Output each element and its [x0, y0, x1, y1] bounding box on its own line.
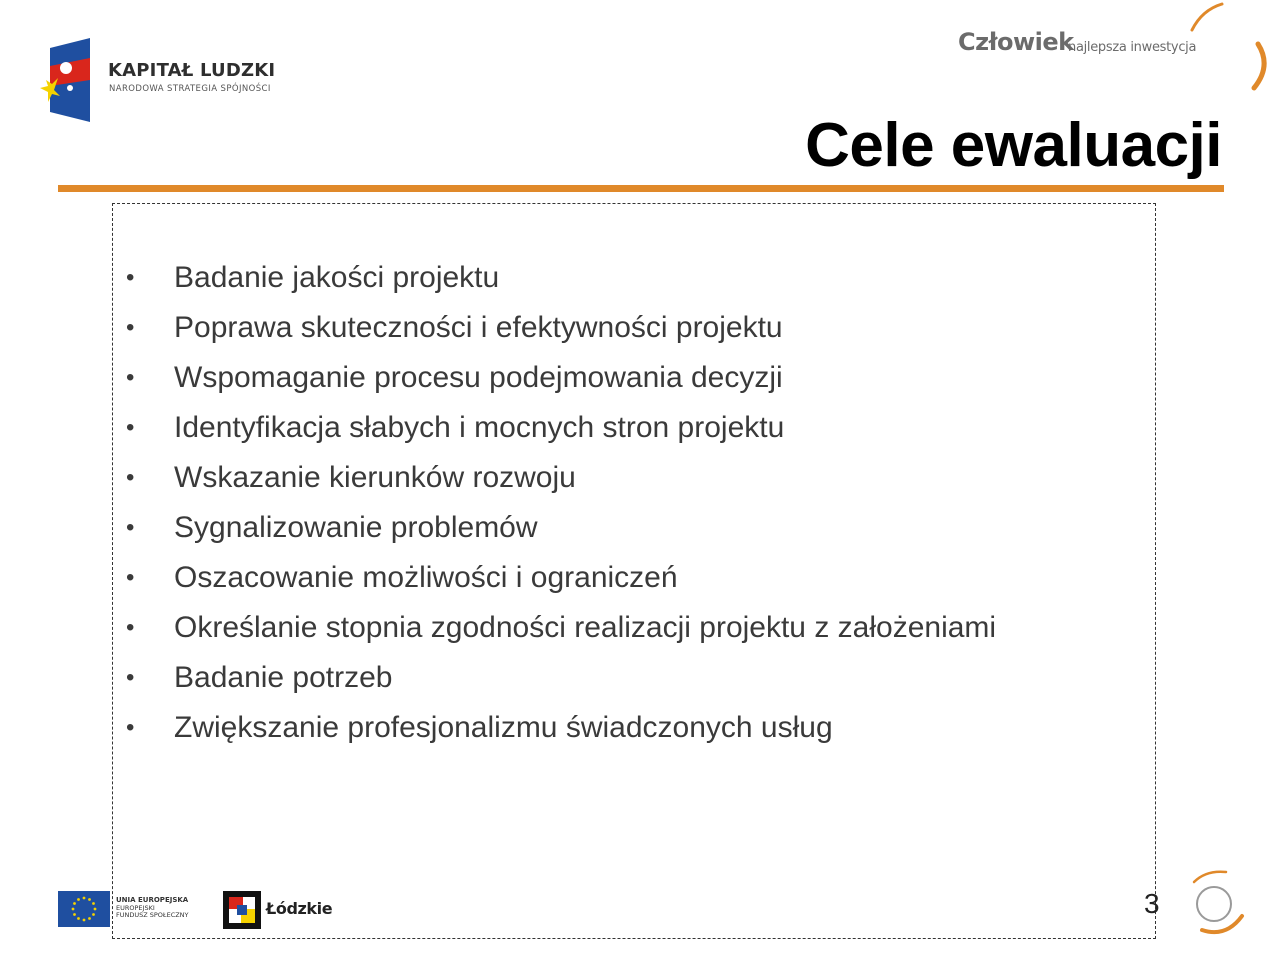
bullet-item: [120, 405, 1140, 455]
bullet-text: Oszacowanie możliwości i ograniczeń: [174, 561, 678, 594]
lodzkie-logo-text: Łódzkie: [266, 899, 333, 918]
kapital-ludzki-title: KAPITAŁ LUDZKI: [108, 60, 276, 81]
bullet-text: Wspomaganie procesu podejmowania decyzji: [174, 361, 783, 394]
bullet-text: Określanie stopnia zgodności realizacji projektu z założeniami: [174, 611, 997, 644]
bullet-text: Sygnalizowanie problemów: [174, 511, 538, 544]
czlowiek-logo-tagline: najlepsza inwestycja: [1068, 40, 1197, 55]
eu-logo-text: [116, 897, 216, 920]
bullet-glyph: •: [126, 414, 135, 441]
bullet-item: [120, 605, 1140, 655]
czlowiek-logo-main: Człowiek: [958, 28, 1074, 56]
slide-title: Cele ewaluacji: [805, 111, 1222, 180]
bullet-text: Poprawa skuteczności i efektywności projektu: [174, 311, 783, 344]
bullet-glyph: •: [126, 264, 135, 291]
bullet-item: [120, 555, 1140, 605]
orange-ring-icon: [1186, 868, 1248, 940]
bullet-item: [120, 655, 1140, 705]
kapital-ludzki-logo: [40, 38, 300, 122]
bullet-list: [120, 255, 1140, 755]
bullet-text: Zwiększanie profesjonalizmu świadczonych usług: [174, 711, 833, 744]
bullet-glyph: •: [126, 714, 135, 741]
bullet-glyph: •: [126, 514, 135, 541]
bullet-item: [120, 355, 1140, 405]
eu-logo-line2: EUROPEJSKI: [116, 903, 155, 912]
bullet-glyph: •: [126, 564, 135, 591]
bullet-item: [120, 505, 1140, 555]
lodzkie-mark-icon: [223, 891, 261, 929]
bullet-text: Identyfikacja słabych i mocnych stron projektu: [174, 411, 785, 444]
bullet-item: [120, 305, 1140, 355]
bullet-glyph: •: [126, 464, 135, 491]
eu-logo-line1: UNIA EUROPEJSKA: [116, 896, 189, 904]
bullet-text: Wskazanie kierunków rozwoju: [174, 461, 576, 494]
bullet-glyph: •: [126, 314, 135, 341]
eu-logo-line3: FUNDUSZ SPOŁECZNY: [116, 911, 189, 919]
page-number: 3: [1144, 888, 1160, 919]
bullet-glyph: •: [126, 614, 135, 641]
kapital-ludzki-subtitle: NARODOWA STRATEGIA SPÓJNOŚCI: [109, 84, 271, 94]
bullet-glyph: •: [126, 364, 135, 391]
bullet-text: Badanie jakości projektu: [174, 261, 500, 294]
bullet-item: [120, 705, 1140, 755]
bullet-item: [120, 455, 1140, 505]
bullet-item: [120, 255, 1140, 305]
kapital-ludzki-mark-icon: [40, 38, 94, 122]
bullet-text: Badanie potrzeb: [174, 661, 393, 694]
orange-arc-icon: [1180, 0, 1280, 100]
eu-flag-icon: [58, 891, 110, 927]
title-underline: [58, 185, 1224, 192]
bullet-glyph: •: [126, 664, 135, 691]
